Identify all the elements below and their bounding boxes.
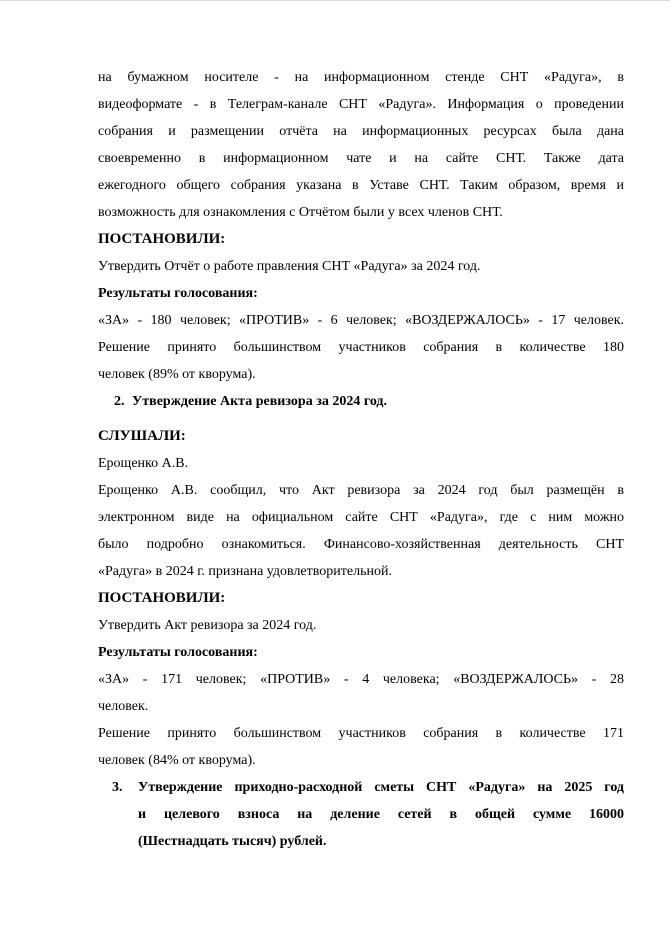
item-number: 3. xyxy=(112,780,123,795)
vote-results-heading: Результаты голосования: xyxy=(98,286,258,301)
item-title: Утверждение Акта ревизора за 2024 год. xyxy=(132,394,388,409)
heard-heading: СЛУШАЛИ: xyxy=(98,428,186,444)
decision-line: Решение принято большинством участников собрания в количестве 180 xyxy=(98,340,624,355)
paragraph-line: ежегодного общего собрания указана в Уставе СНТ. Таким образом, время и xyxy=(98,178,624,193)
paragraph-line: своевременно в информационном чате и на сайте СНТ. Также дата xyxy=(98,151,624,166)
resolved-heading: ПОСТАНОВИЛИ: xyxy=(98,590,226,606)
paragraph-line: было подробно ознакомиться. Финансово-хозяйственная деятельность СНТ xyxy=(98,537,624,552)
decision-line: Решение принято большинством участников собрания в количестве 171 xyxy=(98,726,624,741)
resolved-heading: ПОСТАНОВИЛИ: xyxy=(98,231,226,247)
item-title-line: Утверждение приходно-расходной сметы СНТ «Радуга» на 2025 год xyxy=(138,780,624,795)
resolution-text: Утвердить Акт ревизора за 2024 год. xyxy=(98,618,317,633)
report-paragraph xyxy=(98,477,624,585)
page-top-border xyxy=(0,0,670,1)
vote-results-text: «ЗА» - 171 человек; «ПРОТИВ» - 4 человека; «ВОЗДЕРЖАЛОСЬ» - 28 xyxy=(98,672,624,687)
vote-results-heading: Результаты голосования: xyxy=(98,645,258,660)
decision-line: человек (84% от кворума). xyxy=(98,753,256,768)
paragraph-line: электронном виде на официальном сайте СНТ «Радуга», где с ним можно xyxy=(98,510,624,525)
agenda-item-3 xyxy=(98,774,624,855)
item-title-line: (Шестнадцать тысяч) рублей. xyxy=(138,834,327,849)
agenda-item-2 xyxy=(98,388,624,415)
vote-results-text: человек. xyxy=(98,699,149,714)
info-paragraph xyxy=(98,64,624,226)
vote-results-text: «ЗА» - 180 человек; «ПРОТИВ» - 6 человек; «ВОЗДЕРЖАЛОСЬ» - 17 человек. xyxy=(98,313,624,328)
decision-line: человек (89% от кворума). xyxy=(98,367,256,382)
paragraph-line: возможность для ознакомления с Отчётом были у всех членов СНТ. xyxy=(98,205,503,220)
resolution-text: Утвердить Отчёт о работе правления СНТ «Радуга» за 2024 год. xyxy=(98,259,481,274)
document-page xyxy=(98,64,624,855)
speaker-name: Ерощенко А.В. xyxy=(98,456,189,471)
paragraph-line: «Радуга» в 2024 г. признана удовлетворительной. xyxy=(98,564,392,579)
paragraph-line: собрания и размещении отчёта на информационных ресурсах была дана xyxy=(98,124,624,139)
paragraph-line: видеоформате - в Телеграм-канале СНТ «Радуга». Информация о проведении xyxy=(98,97,624,112)
item-title-line: и целевого взноса на деление сетей в общей сумме 16000 xyxy=(138,807,624,822)
paragraph-line: Ерощенко А.В. сообщил, что Акт ревизора за 2024 год был размещён в xyxy=(98,483,624,498)
paragraph-line: на бумажном носителе - на информационном стенде СНТ «Радуга», в xyxy=(98,70,624,85)
item-number: 2. xyxy=(114,394,125,409)
